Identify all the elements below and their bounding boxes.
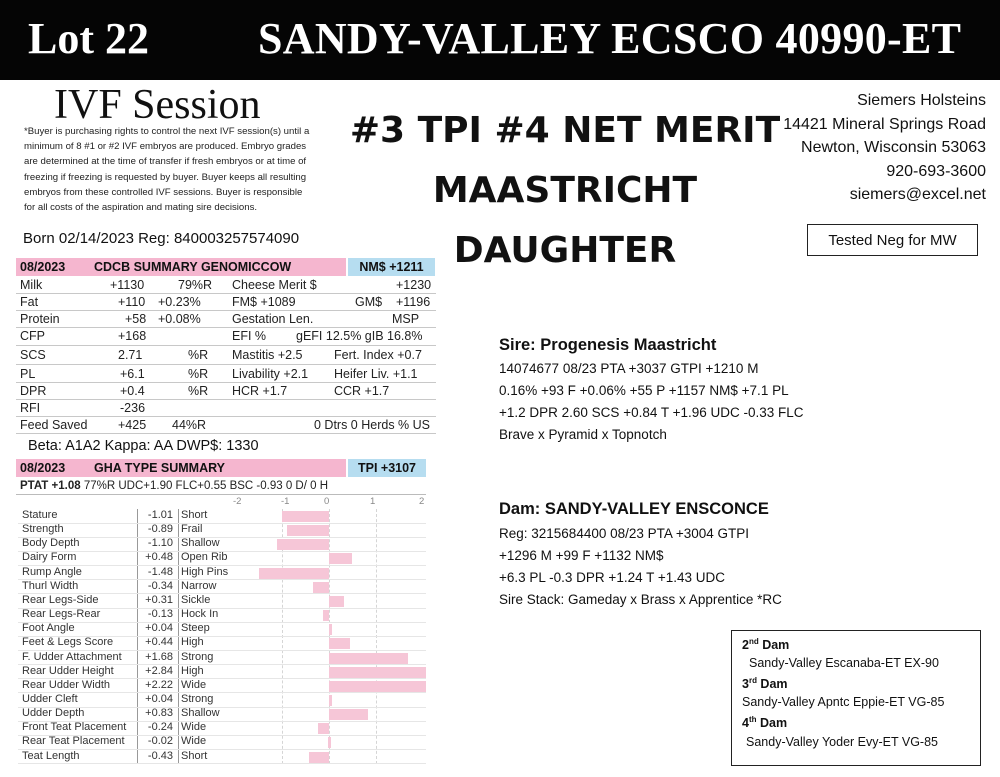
trait-name: Rear Legs-Rear xyxy=(22,608,101,621)
headline-line-1: #3 TPI #4 NET MERIT xyxy=(349,110,781,151)
trait-bar xyxy=(309,752,329,763)
trait-name: Rump Angle xyxy=(22,565,82,578)
trait-row-divider xyxy=(18,523,426,524)
trait-descriptor: High xyxy=(181,636,204,649)
trait-descriptor: High xyxy=(181,664,204,677)
sire-line: +1.2 DPR 2.60 SCS +0.84 T +1.96 UDC -0.33 FLC xyxy=(499,405,804,420)
type-tpi: TPI +3107 xyxy=(348,459,426,477)
trait-name: Feet & Legs Score xyxy=(22,636,114,649)
axis-tick: -1 xyxy=(281,496,290,507)
row-value-3: MSP xyxy=(392,312,420,326)
ivf-session-title: IVF Session xyxy=(54,82,261,128)
trait-name: Body Depth xyxy=(22,537,80,550)
trait-descriptor: Short xyxy=(181,749,208,762)
row-value: +58 xyxy=(125,312,147,326)
second-dam-heading: 2nd Dam xyxy=(742,637,790,653)
farm-phone: 920-693-3600 xyxy=(886,163,986,180)
dam-line: +1296 M +99 F +1132 NM$ xyxy=(499,548,664,563)
trait-value: +2.84 xyxy=(145,664,173,677)
trait-value: -0.43 xyxy=(147,749,173,762)
row-divider xyxy=(16,310,436,311)
trait-descriptor: Steep xyxy=(181,622,210,635)
headline-line-3: DAUGHTER xyxy=(453,230,677,271)
trait-name: Udder Cleft xyxy=(22,692,78,705)
trait-bar xyxy=(282,511,329,522)
farm-street: 14421 Mineral Springs Road xyxy=(783,116,986,133)
trait-bar xyxy=(329,653,408,664)
trait-descriptor: Sickle xyxy=(181,593,211,606)
trait-row-divider xyxy=(18,579,426,580)
row-label-2: FM$ +1089 xyxy=(232,295,296,309)
trait-value: +0.44 xyxy=(145,636,173,649)
animal-name: SANDY-VALLEY ECSCO 40990-ET xyxy=(258,14,962,63)
sire-line: 14074677 08/23 PTA +3037 GTPI +1210 M xyxy=(499,361,759,376)
genomic-title: CDCB SUMMARY GENOMICCOW xyxy=(80,258,346,276)
dam-title: Dam: SANDY-VALLEY ENSCONCE xyxy=(499,500,769,518)
trait-value: -0.02 xyxy=(147,735,173,748)
pedigree-box xyxy=(731,630,981,766)
row-divider xyxy=(16,364,436,365)
trait-descriptor: Strong xyxy=(181,650,214,663)
row-value-3: +1230 xyxy=(396,278,432,292)
row-label-2: Cheese Merit $ xyxy=(232,278,317,292)
trait-value: +1.68 xyxy=(145,650,173,663)
trait-bar xyxy=(329,638,350,649)
trait-descriptor: Open Rib xyxy=(181,551,228,564)
ivf-terms-note: *Buyer is purchasing rights to control the next IVF session(s) until a minimum of 8 #1 or #2 IVF embryos are produced. Embryo grades are determined at the time of transfer if fresh embryos or at time of freezing if freezing is requested by buyer. Buyer keeps all resulting embryos from these controlled IVF sessions. Buyer is responsible for all costs of the aspiration and mating sire decisions. xyxy=(24,126,310,214)
row-label: DPR xyxy=(20,384,47,398)
row-label: Milk xyxy=(20,278,43,292)
axis-tick: -2 xyxy=(233,496,242,507)
axis-tick: 1 xyxy=(370,496,376,507)
trait-value: +2.22 xyxy=(145,678,173,691)
third-dam-name: Sandy-Valley Apntc Eppie-ET VG-85 xyxy=(742,695,945,709)
trait-name: Rear Teat Placement xyxy=(22,735,125,748)
trait-bar xyxy=(329,681,426,692)
row-value: -236 xyxy=(120,401,146,415)
trait-value: +0.31 xyxy=(145,593,173,606)
trait-descriptor: Wide xyxy=(181,678,207,691)
trait-value: -1.01 xyxy=(147,509,173,521)
row-label: Feed Saved xyxy=(20,418,88,432)
second-dam-name: Sandy-Valley Escanaba-ET EX-90 xyxy=(749,656,939,670)
row-divider xyxy=(16,416,436,417)
row-value: +425 xyxy=(118,418,147,432)
trait-name: F. Udder Attachment xyxy=(22,650,122,663)
trait-row-divider xyxy=(18,763,426,764)
trait-name: Udder Depth xyxy=(22,707,85,720)
trait-name: Strength xyxy=(22,523,64,536)
row-reliability: %R xyxy=(188,384,209,398)
farm-city: Newton, Wisconsin 53063 xyxy=(801,139,986,156)
trait-name: Stature xyxy=(22,509,58,521)
trait-descriptor: Narrow xyxy=(181,579,217,592)
row-label-3: Fert. Index +0.7 xyxy=(334,348,422,362)
genomic-date: 08/2023 xyxy=(16,258,80,276)
sire-line: 0.16% +93 F +0.06% +55 P +1157 NM$ +7.1 PL xyxy=(499,383,789,398)
lot-number: Lot 22 xyxy=(28,14,149,63)
trait-name: Thurl Width xyxy=(22,579,79,592)
type-title: GHA TYPE SUMMARY xyxy=(80,459,346,477)
row-label: RFI xyxy=(20,401,41,415)
trait-bar xyxy=(313,582,329,593)
trait-bar xyxy=(329,553,352,564)
row-label-2: HCR +1.7 xyxy=(232,384,288,398)
row-label-2: Mastitis +2.5 xyxy=(232,348,303,362)
row-label-3: 0 Dtrs 0 Herds % US xyxy=(314,418,431,432)
row-label-3: Heifer Liv. +1.1 xyxy=(334,367,418,381)
row-value: 2.71 xyxy=(118,348,143,362)
dam-line: +6.3 PL -0.3 DPR +1.24 T +1.43 UDC xyxy=(499,570,726,585)
dam-line: Reg: 3215684400 08/23 PTA +3004 GTPI xyxy=(499,526,750,541)
trait-value: -0.13 xyxy=(147,608,173,621)
row-value: +110 xyxy=(118,295,146,309)
trait-name: Rear Udder Height xyxy=(22,664,114,677)
axis-tick: 0 xyxy=(324,496,330,507)
row-value: +0.4 xyxy=(120,384,145,398)
trait-descriptor: Shallow xyxy=(181,537,220,550)
row-label-3: GM$ xyxy=(355,295,383,309)
fourth-dam-heading: 4th Dam xyxy=(742,715,788,731)
born-registration: Born 02/14/2023 Reg: 840003257574090 xyxy=(23,230,300,247)
trait-bar xyxy=(277,539,329,550)
trait-value: -1.48 xyxy=(147,565,173,578)
row-value-2: +0.08% xyxy=(158,312,201,326)
trait-bar xyxy=(259,568,329,579)
trait-value: +0.83 xyxy=(145,707,173,720)
dam-line: Sire Stack: Gameday x Brass x Apprentice *RC xyxy=(499,592,782,607)
row-divider xyxy=(16,293,436,294)
ptat-divider xyxy=(16,494,426,495)
row-divider xyxy=(16,327,436,328)
trait-descriptor: Short xyxy=(181,509,208,521)
farm-name: Siemers Holsteins xyxy=(857,92,986,109)
tested-neg-badge: Tested Neg for MW xyxy=(807,224,978,256)
trait-name: Front Teat Placement xyxy=(22,721,127,734)
sire-line: Brave x Pyramid x Topnotch xyxy=(499,427,667,442)
row-label-3: CCR +1.7 xyxy=(334,384,390,398)
trait-row-divider xyxy=(18,622,426,623)
trait-descriptor: Wide xyxy=(181,721,207,734)
trait-value: -0.34 xyxy=(147,579,173,592)
row-label: CFP xyxy=(20,329,45,343)
row-divider xyxy=(16,345,436,346)
farm-email: siemers@excel.net xyxy=(849,186,986,203)
row-label-2: EFI % xyxy=(232,329,267,343)
sire-title: Sire: Progenesis Maastricht xyxy=(499,336,717,354)
row-label-2: Gestation Len. xyxy=(232,312,314,326)
ptat-details: 77%R UDC+1.90 FLC+0.55 BSC -0.93 0 D/ 0 H xyxy=(83,480,329,492)
trait-bar xyxy=(318,723,329,734)
genomic-nm-dollars: NM$ +1211 xyxy=(348,258,435,276)
axis-tick: 2 xyxy=(419,496,425,507)
row-reliability: %R xyxy=(188,367,209,381)
trait-value: -0.89 xyxy=(147,523,173,536)
fourth-dam-name: Sandy-Valley Yoder Evy-ET VG-85 xyxy=(746,735,938,749)
trait-bar xyxy=(323,610,329,621)
row-value: +6.1 xyxy=(120,367,145,381)
header-bar xyxy=(0,0,1000,80)
trait-descriptor: Shallow xyxy=(181,707,220,720)
trait-bar xyxy=(287,525,329,536)
type-date: 08/2023 xyxy=(16,459,80,477)
trait-descriptor: High Pins xyxy=(181,565,229,578)
row-divider xyxy=(16,433,436,434)
row-divider xyxy=(16,382,436,383)
row-value: +168 xyxy=(118,329,147,343)
trait-value: +0.04 xyxy=(145,692,173,705)
row-value-3: +1196 xyxy=(396,295,431,309)
trait-bar xyxy=(329,624,332,635)
row-value-2: +0.23% xyxy=(158,295,201,309)
headline-line-2: MAASTRICHT xyxy=(432,170,698,211)
row-value: +1130 xyxy=(110,278,145,292)
row-label: SCS xyxy=(20,348,46,362)
trait-bar xyxy=(329,596,344,607)
third-dam-heading: 3rd Dam xyxy=(742,676,788,692)
trait-name: Foot Angle xyxy=(22,622,75,635)
trait-descriptor: Wide xyxy=(181,735,207,748)
trait-bar xyxy=(329,709,368,720)
beta-kappa-dwp: Beta: A1A2 Kappa: AA DWP$: 1330 xyxy=(28,438,259,454)
trait-value: -1.10 xyxy=(147,537,173,550)
row-label-3: gEFI 12.5% gIB 16.8% xyxy=(296,329,423,343)
row-label: PL xyxy=(20,367,36,381)
trait-bar xyxy=(328,737,331,748)
trait-bar xyxy=(329,695,332,706)
trait-name: Dairy Form xyxy=(22,551,77,564)
row-label: Fat xyxy=(20,295,39,309)
trait-bar xyxy=(329,667,426,678)
ptat-line xyxy=(20,480,328,492)
trait-value: -0.24 xyxy=(147,721,173,734)
trait-descriptor: Hock In xyxy=(181,608,219,621)
ptat-label: PTAT +1.08 xyxy=(20,480,81,492)
trait-name: Teat Length xyxy=(22,749,80,762)
trait-value: +0.48 xyxy=(145,551,173,564)
row-reliability: 44%R xyxy=(172,418,207,432)
row-label-2: Livability +2.1 xyxy=(232,367,309,381)
trait-name: Rear Legs-Side xyxy=(22,593,99,606)
trait-value: +0.04 xyxy=(145,622,173,635)
trait-descriptor: Frail xyxy=(181,523,203,536)
row-label: Protein xyxy=(20,312,60,326)
trait-name: Rear Udder Width xyxy=(22,678,111,691)
trait-row-divider xyxy=(18,692,426,693)
row-divider xyxy=(16,399,436,400)
trait-descriptor: Strong xyxy=(181,692,214,705)
row-reliability: 79%R xyxy=(178,278,213,292)
row-reliability: %R xyxy=(188,348,209,362)
